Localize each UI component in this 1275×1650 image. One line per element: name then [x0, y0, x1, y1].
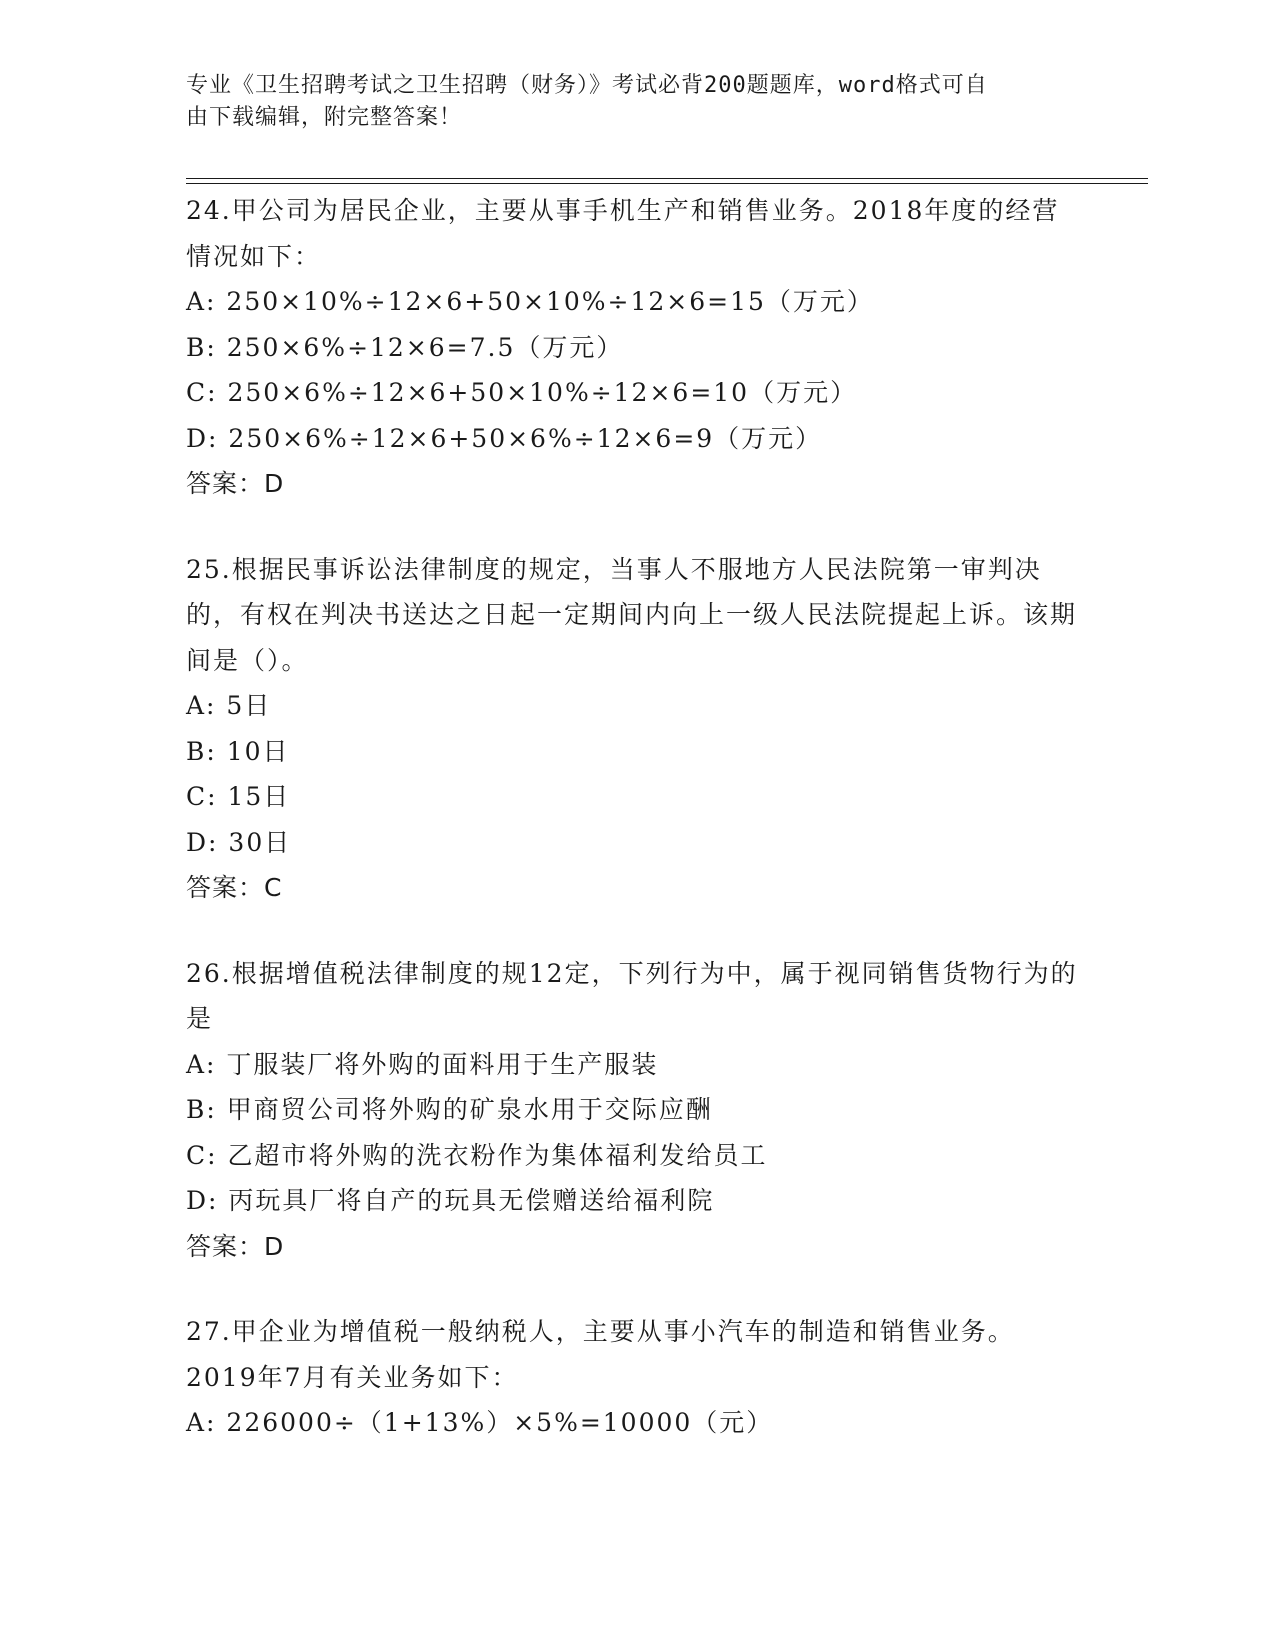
question-24 — [186, 188, 1086, 507]
header-line-1: 专业《卫生招聘考试之卫生招聘（财务）》考试必背200题题库，word格式可自 — [186, 73, 988, 98]
question-27 — [186, 1309, 1086, 1446]
option-c: C: 乙超市将外购的洗衣粉作为集体福利发给员工 — [186, 1140, 768, 1170]
question-stem: 25.根据民事诉讼法律制度的规定，当事人不服地方人民法院第一审判决的，有权在判决书送达之日起一定期间内向上一级人民法院提起上诉。该期间是（）。 — [186, 554, 1078, 675]
answer-line: 答案：D — [186, 1231, 285, 1261]
option-a: A: 5日 — [186, 691, 272, 720]
option-a: A: 226000÷（1+13%）×5%=10000（元） — [186, 1408, 774, 1437]
question-stem: 27.甲企业为增值税一般纳税人，主要从事小汽车的制造和销售业务。2019年7月有关业务如下： — [186, 1317, 1015, 1392]
header-line-2: 由下载编辑，附完整答案！ — [186, 105, 463, 130]
document-header — [186, 70, 1086, 134]
option-d: D: 250×6%÷12×6+50×6%÷12×6=9（万元） — [186, 423, 823, 453]
option-b: B: 10日 — [186, 736, 290, 766]
answer-line: 答案：D — [186, 469, 285, 498]
answer-line: 答案：C — [186, 873, 283, 902]
header-rule-top — [186, 178, 1148, 179]
question-stem: 26.根据增值税法律制度的规12定，下列行为中，属于视同销售货物行为的是 — [186, 958, 1078, 1033]
option-b: B: 250×6%÷12×6=7.5（万元） — [186, 332, 624, 362]
option-c: C: 250×6%÷12×6+50×10%÷12×6=10（万元） — [186, 378, 858, 407]
option-a: A: 丁服装厂将外购的面料用于生产服装 — [186, 1049, 659, 1079]
option-a: A: 250×10%÷12×6+50×10%÷12×6=15（万元） — [186, 287, 874, 316]
question-26 — [186, 951, 1086, 1270]
option-b: B: 甲商贸公司将外购的矿泉水用于交际应酬 — [186, 1095, 713, 1124]
question-stem: 24.甲公司为居民企业，主要从事手机生产和销售业务。2018年度的经营情况如下： — [186, 196, 1060, 271]
header-rule-bottom — [186, 183, 1148, 184]
option-d: D: 丙玩具厂将自产的玩具无偿赠送给福利院 — [186, 1186, 715, 1215]
option-d: D: 30日 — [186, 827, 292, 857]
question-list — [186, 188, 1086, 1486]
question-25 — [186, 547, 1086, 911]
option-c: C: 15日 — [186, 782, 291, 811]
